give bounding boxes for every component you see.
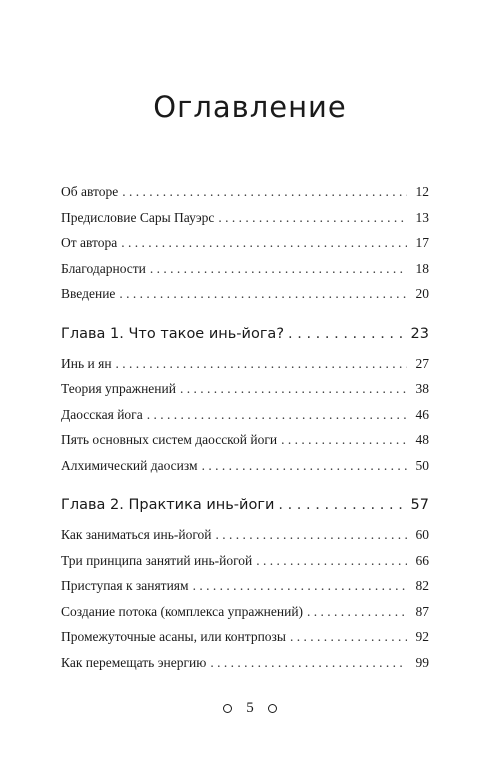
section-gap — [61, 483, 429, 497]
toc-item-exercise-theory[interactable] — [61, 381, 429, 407]
dot-leader — [150, 261, 407, 277]
toc-item-taoist-yoga[interactable] — [61, 407, 429, 433]
toc-item-about-author[interactable] — [61, 184, 429, 210]
circle-ornament-icon — [223, 704, 232, 713]
toc-chapter-page: 57 — [410, 497, 429, 513]
dot-leader — [290, 629, 407, 645]
dot-leader — [210, 655, 407, 671]
dot-leader — [119, 286, 407, 302]
toc-item-label: Теория упражнений — [61, 381, 176, 396]
toc-chapter-1[interactable] — [61, 326, 429, 356]
dot-leader — [147, 407, 407, 423]
toc-chapter-label: Глава 1. Что такое инь-йога? — [61, 325, 285, 342]
toc-chapter-2[interactable] — [61, 497, 429, 527]
toc-item-three-principles[interactable] — [61, 553, 429, 579]
toc-item-label: Благодарности — [61, 260, 146, 276]
toc-item-label: Даосская йога — [61, 406, 143, 422]
toc-item-page: 87 — [415, 603, 429, 619]
dot-leader — [216, 527, 407, 543]
toc-item-page: 50 — [415, 457, 429, 473]
dot-leader — [116, 356, 407, 372]
dot-leader — [180, 381, 407, 397]
dot-leader — [278, 497, 406, 513]
toc-item-label: От автора — [61, 235, 118, 250]
toc-item-move-energy[interactable] — [61, 655, 429, 681]
toc-item-page: 46 — [415, 406, 429, 422]
dot-leader — [307, 604, 407, 620]
toc-item-creating-flow[interactable] — [61, 604, 429, 630]
toc-item-page: 27 — [415, 355, 429, 371]
toc-item-label: Инь и ян — [61, 355, 112, 371]
dot-leader — [218, 210, 407, 226]
toc-item-label: Как перемещать энергию — [61, 654, 207, 670]
toc-chapter-page: 23 — [410, 325, 429, 342]
page-title: Оглавление — [153, 90, 347, 124]
toc-item-label: Три принципа занятий инь-йогой — [61, 552, 253, 568]
toc-item-label: Введение — [61, 286, 116, 301]
toc-item-introduction[interactable] — [61, 286, 429, 312]
toc-item-acknowledgements[interactable] — [61, 261, 429, 287]
section-gap — [61, 312, 429, 326]
toc-item-how-to-practice[interactable] — [61, 527, 429, 553]
toc-item-counterposes[interactable] — [61, 629, 429, 655]
toc-item-label: Пять основных систем даосской йоги — [61, 432, 278, 447]
toc-item-yin-yang[interactable] — [61, 356, 429, 382]
toc-item-page: 13 — [415, 209, 429, 225]
toc-item-page: 66 — [415, 552, 429, 568]
toc-item-getting-started[interactable] — [61, 578, 429, 604]
toc-item-page: 18 — [415, 260, 429, 276]
dot-leader — [281, 432, 407, 448]
toc-item-page: 92 — [415, 629, 429, 644]
table-of-contents — [61, 184, 429, 680]
page-footer — [0, 700, 500, 717]
toc-item-page: 12 — [415, 184, 429, 199]
circle-ornament-icon — [268, 704, 277, 713]
toc-item-foreword[interactable] — [61, 210, 429, 236]
dot-leader — [121, 235, 407, 251]
toc-item-label: Создание потока (комплекса упражнений) — [61, 603, 304, 619]
dot-leader — [288, 326, 407, 342]
toc-item-page: 60 — [415, 527, 429, 542]
toc-item-label: Об авторе — [61, 184, 119, 199]
toc-item-five-systems[interactable] — [61, 432, 429, 458]
toc-item-page: 38 — [415, 381, 429, 396]
toc-item-label: Промежуточные асаны, или контрпозы — [61, 629, 286, 644]
toc-chapter-label: Глава 2. Практика инь-йоги — [61, 497, 275, 513]
dot-leader — [122, 184, 407, 200]
toc-item-label: Алхимический даосизм — [61, 457, 198, 473]
toc-item-page: 17 — [415, 235, 429, 250]
toc-item-page: 82 — [415, 578, 429, 593]
toc-item-page: 99 — [415, 654, 429, 670]
toc-item-label: Приступая к занятиям — [61, 578, 189, 593]
toc-item-alchemical-taoism[interactable] — [61, 458, 429, 484]
toc-item-page: 20 — [415, 286, 429, 301]
dot-leader — [193, 578, 407, 594]
page-number: 5 — [246, 700, 254, 716]
dot-leader — [202, 458, 407, 474]
dot-leader — [256, 553, 407, 569]
toc-item-from-author[interactable] — [61, 235, 429, 261]
toc-item-label: Предисловие Сары Пауэрс — [61, 209, 215, 225]
toc-item-label: Как заниматься инь-йогой — [61, 527, 212, 542]
toc-item-page: 48 — [415, 432, 429, 447]
